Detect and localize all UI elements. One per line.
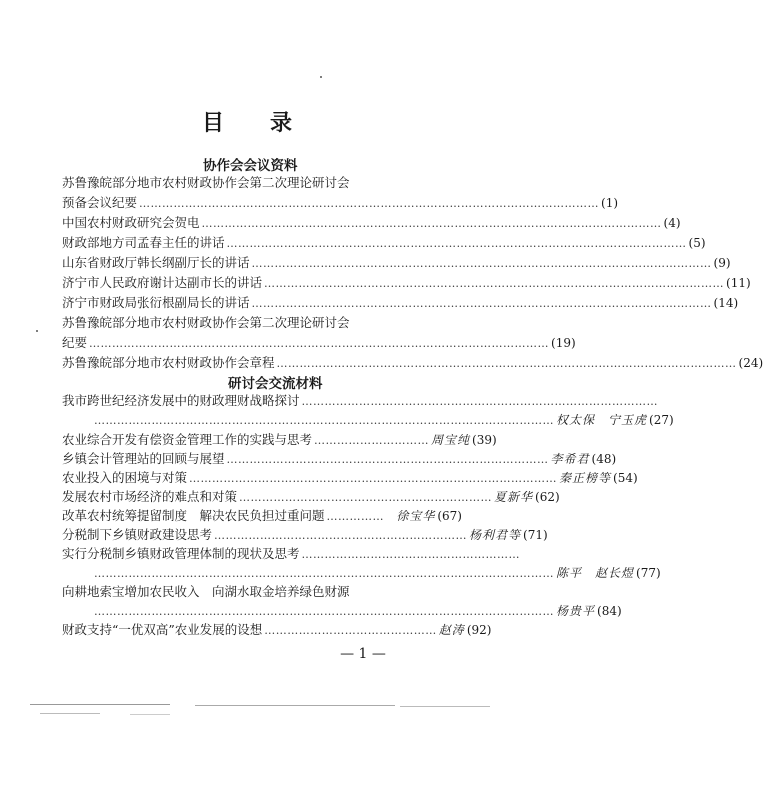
toc-entry (62, 545, 521, 563)
toc-entry (62, 450, 617, 468)
toc-page-number: (62) (535, 490, 560, 504)
page-number: — 1 — (340, 646, 386, 662)
toc-author: 徐宝华 (396, 509, 436, 523)
toc-entry (92, 411, 674, 429)
toc-entry (62, 274, 751, 292)
leader-dots: ………………………………………………………………………………………………………… (264, 277, 725, 290)
toc-page-number: (54) (613, 471, 638, 485)
title-char-1: 目 (202, 110, 227, 136)
toc-page-number: (4) (663, 216, 681, 230)
toc-entry (62, 254, 731, 272)
toc-author: 陈平 赵长煜 (556, 566, 635, 580)
toc-page-number: (71) (523, 528, 548, 542)
toc-entry (62, 392, 659, 410)
title-char-2: 录 (270, 110, 295, 136)
toc-author: 周宝纯 (431, 433, 471, 447)
toc-page-number: (9) (713, 256, 731, 270)
leader-dots: ………………………………………………………… (214, 529, 468, 542)
toc-entry-title: 实行分税制乡镇财政管理体制的现状及思考 (62, 546, 300, 561)
toc-entry-title: 中国农村财政研究会贺电 (62, 215, 200, 230)
leader-dots: …………………………………………………………………………………… (189, 472, 558, 485)
toc-entry-title: 农业投入的困境与对策 (62, 470, 188, 485)
leader-dots: ………………………………………………………………………………………………………… (94, 414, 554, 427)
toc-author: 秦正榜等 (559, 471, 612, 485)
toc-entry (62, 354, 763, 372)
toc-entry (62, 469, 638, 487)
toc-entry-title: 财政部地方司孟春主任的讲话 (62, 235, 225, 250)
toc-page-number: (67) (437, 509, 462, 523)
toc-entry (92, 602, 622, 620)
toc-author: 杨利君等 (469, 528, 522, 542)
scan-rule (40, 713, 100, 714)
leader-dots: ………………………… (314, 434, 430, 447)
toc-entry-title: 改革农村统筹提留制度 解决农民负担过重问题 (62, 508, 325, 523)
toc-author: 权太保 宁玉虎 (556, 413, 648, 427)
toc-entry-title: 我市跨世纪经济发展中的财政理财战略探讨 (62, 393, 300, 408)
toc-entry (92, 564, 661, 582)
toc-entry (62, 174, 402, 192)
scan-rule (30, 704, 170, 705)
scan-speck (320, 76, 322, 78)
toc-page-number: (84) (597, 604, 622, 618)
toc-page-number: (1) (601, 196, 619, 210)
toc-entry-title: 苏鲁豫皖部分地市农村财政协作会第二次理论研讨会 (62, 315, 350, 330)
leader-dots: ………………………………………………………………………………………………………… (94, 605, 554, 618)
toc-entry-title: 济宁市财政局张衍根副局长的讲话 (62, 295, 250, 310)
leader-dots: ………………………………………………………………………………………………………… (226, 237, 687, 250)
toc-page-number: (11) (726, 276, 751, 290)
toc-entry-title: 向耕地索宝增加农民收入 向湖水取金培养绿色财源 (62, 584, 350, 599)
leader-dots: ………………………………………………………… (239, 491, 493, 504)
section-heading: 研讨会交流材料 (228, 376, 323, 392)
leader-dots: ………………………………………………………………………………………………………… (276, 357, 737, 370)
toc-author: 李希君 (550, 452, 590, 466)
toc-entry-title: 济宁市人民政府谢计达副市长的讲话 (62, 275, 263, 290)
toc-entry (62, 234, 706, 252)
toc-entry (62, 507, 462, 525)
toc-entry (62, 294, 739, 312)
toc-entry-title: 发展农村市场经济的难点和对策 (62, 489, 238, 504)
toc-page-number: (48) (591, 452, 617, 466)
toc-page-number: (19) (551, 336, 576, 350)
scan-rule (400, 706, 490, 707)
toc-page-number: (77) (636, 566, 661, 580)
leader-dots: ………………………………………………………………………………………………………… (139, 197, 600, 210)
leader-dots: ………………………………………………………………………… (226, 453, 549, 466)
toc-page-number: (24) (738, 356, 763, 370)
toc-entry (62, 314, 402, 332)
toc-entry-title: 纪要 (62, 335, 88, 350)
section-heading: 协作会会议资料 (203, 158, 298, 174)
toc-page-number: (39) (472, 433, 497, 447)
toc-author: 杨贵平 (556, 604, 596, 618)
scan-speck (36, 330, 38, 332)
leader-dots: ………………………………………………… (301, 548, 521, 561)
toc-page-number: (92) (466, 623, 492, 637)
toc-entry (62, 334, 576, 352)
toc-author: 赵涛 (438, 623, 465, 637)
scan-rule (130, 714, 170, 715)
leader-dots: ………………………………………………………………………………………………………… (251, 297, 712, 310)
scan-rule (195, 705, 395, 706)
toc-entry (62, 526, 548, 544)
toc-entry-title: 山东省财政厅韩长纲副厅长的讲话 (62, 255, 250, 270)
leader-dots: ………………………………………………………………………………………………………… (251, 257, 712, 270)
toc-entry (62, 214, 681, 232)
toc-entry-title: 财政支持“一优双高”农业发展的设想 (62, 622, 263, 637)
leader-dots: ………………………………………………………………………………………………………… (89, 337, 550, 350)
toc-entry (62, 194, 619, 212)
toc-entry-title: 预备会议纪要 (62, 195, 138, 210)
toc-page-number: (5) (688, 236, 706, 250)
toc-entry (62, 621, 492, 639)
toc-entry-title: 苏鲁豫皖部分地市农村财政协作会第二次理论研讨会 (62, 175, 350, 190)
leader-dots: ………………………………………………………………………………………………………… (94, 567, 554, 580)
toc-page-number: (27) (649, 413, 674, 427)
toc-entry-title: 乡镇会计管理站的回顾与展望 (62, 451, 225, 466)
toc-entry (62, 583, 407, 601)
toc-entry (62, 431, 497, 449)
toc-entry-title: 农业综合开发有偿资金管理工作的实践与思考 (62, 432, 313, 447)
toc-entry-title: 分税制下乡镇财政建设思考 (62, 527, 213, 542)
leader-dots: ………………………………………………………………………………………………………… (201, 217, 662, 230)
toc-entry (62, 488, 560, 506)
leader-dots: ……………………………………… (264, 624, 437, 637)
toc-author: 夏新华 (494, 490, 534, 504)
leader-dots: …………… (326, 510, 385, 523)
toc-page-number: (14) (713, 296, 739, 310)
toc-entry-title: 苏鲁豫皖部分地市农村财政协作会章程 (62, 355, 275, 370)
leader-dots: ………………………………………………………………………………… (301, 395, 659, 408)
